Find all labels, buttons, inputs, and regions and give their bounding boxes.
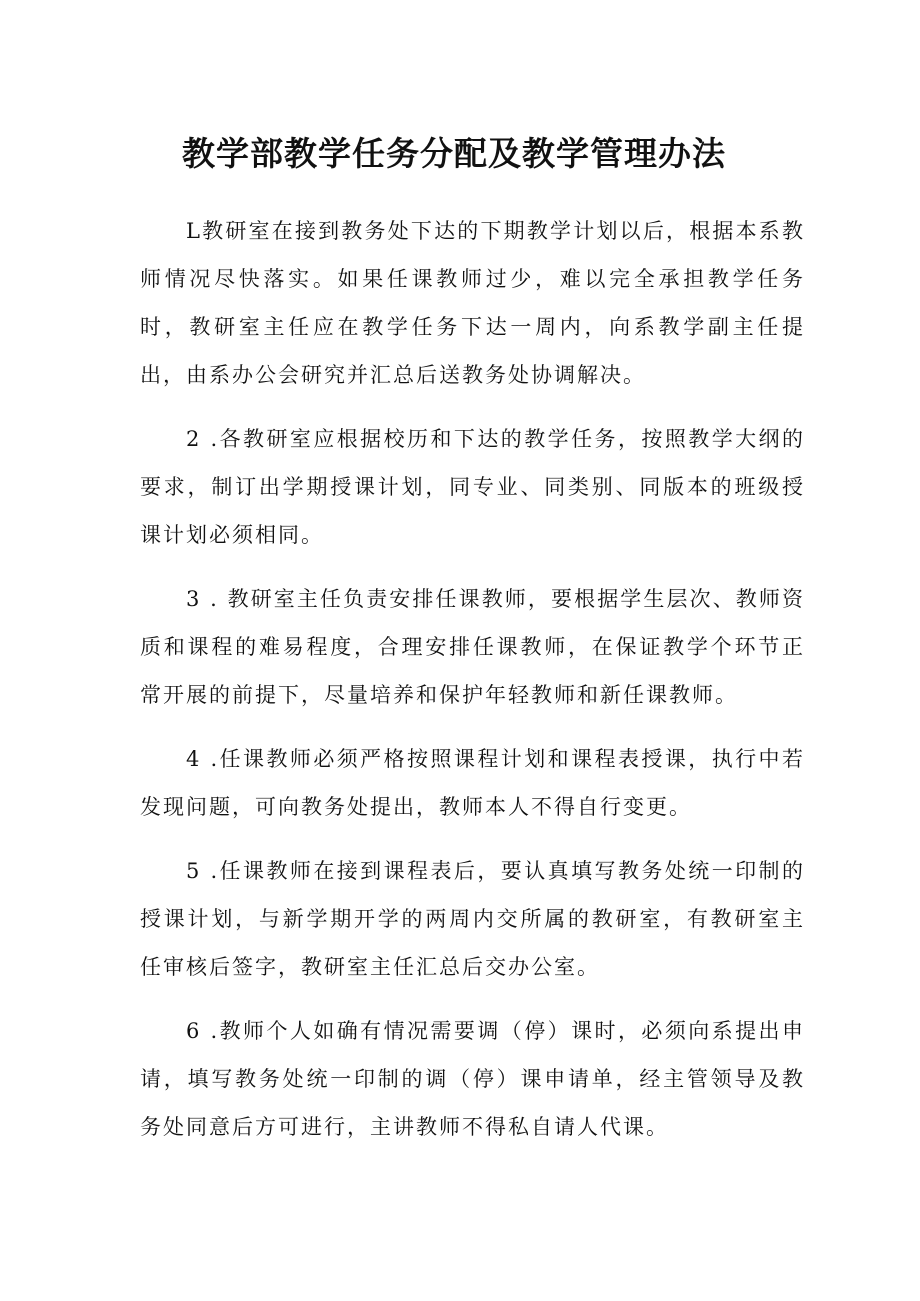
document-title: 教学部教学任务分配及教学管理办法 <box>182 134 726 173</box>
paragraph-1: L教研室在接到教务处下达的下期教学计划以后，根据本系教师情况尽快落实。如果任课教师过少，难以完全承担教学任务时，教研室主任应在教学任务下达一周内，向系教学副主任提出，由系办公会研究并汇总后送教务处协调解决。 <box>140 219 805 387</box>
paragraph-3: 3 . 教研室主任负责安排任课教师，要根据学生层次、教师资质和课程的难易程度，合理安排任课教师，在保证教学个环节正常开展的前提下，尽量培养和保护年轻教师和新任课教师。 <box>140 587 805 707</box>
paragraph-4: 4 .任课教师必须严格按照课程计划和课程表授课，执行中若发现问题，可向教务处提出，教师本人不得自行变更。 <box>140 747 805 819</box>
document-body <box>140 207 805 1167</box>
paragraph-5: 5 .任课教师在接到课程表后，要认真填写教务处统一印制的授课计划，与新学期开学的两周内交所属的教研室，有教研室主任审核后签字，教研室主任汇总后交办公室。 <box>140 859 805 979</box>
paragraph-2: 2 .各教研室应根据校历和下达的教学任务，按照教学大纲的要求，制订出学期授课计划，同专业、同类别、同版本的班级授课计划必须相同。 <box>140 427 805 547</box>
paragraph-6: 6 .教师个人如确有情况需要调（停）课时，必须向系提出申请，填写教务处统一印制的调（停）课申请单，经主管领导及教务处同意后方可进行，主讲教师不得私自请人代课。 <box>140 1019 805 1139</box>
